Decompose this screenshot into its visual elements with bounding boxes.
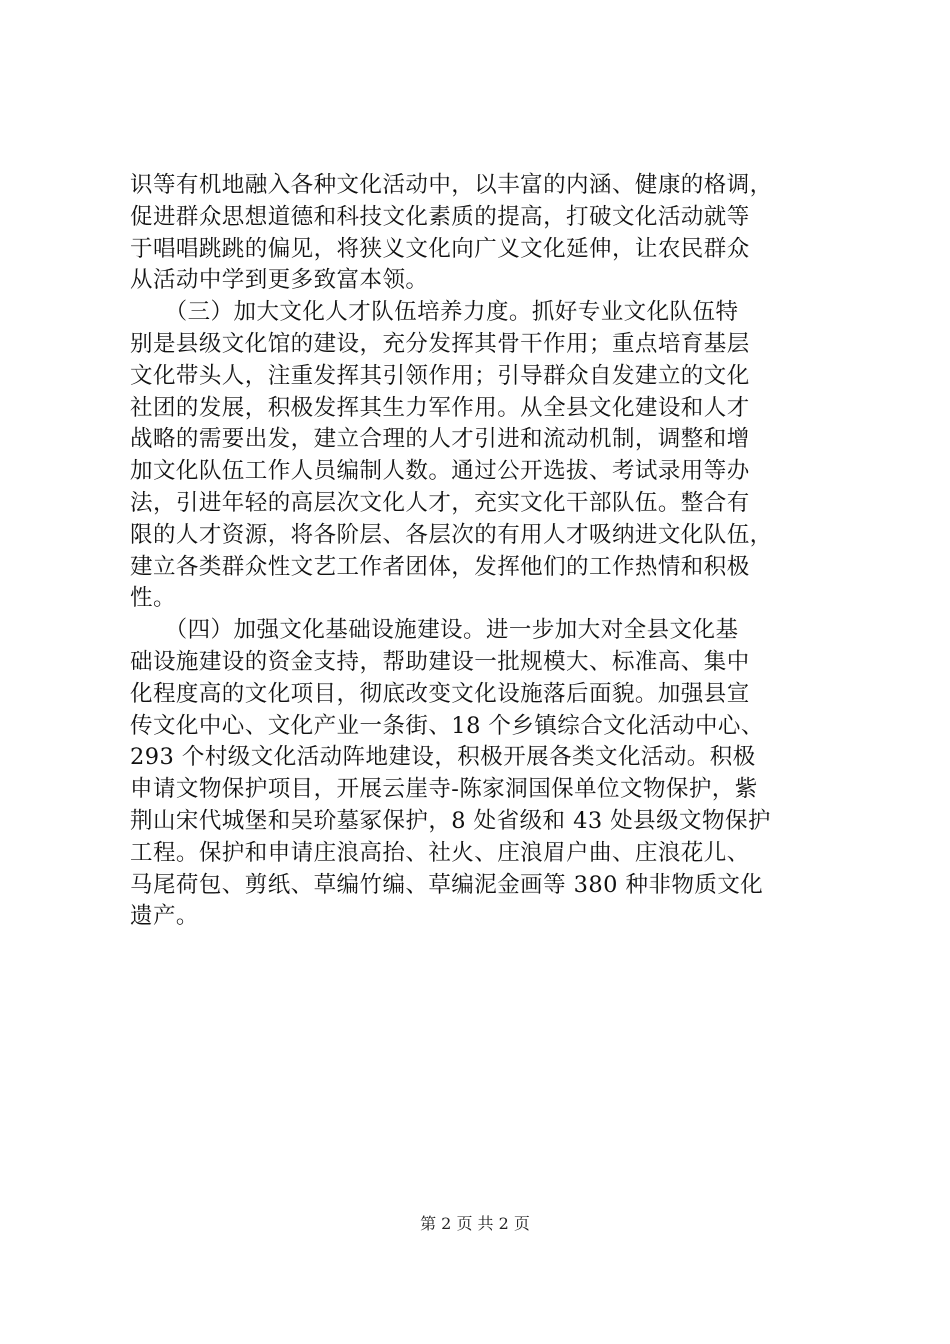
text-line: 遗产。	[130, 903, 199, 930]
text-line: （三）加大文化人才队伍培养力度。抓好专业文化队伍特	[130, 299, 739, 326]
text-line: 别是县级文化馆的建设，充分发挥其骨干作用；重点培育基层	[130, 330, 750, 357]
text-line: 社团的发展，积极发挥其生力军作用。从全县文化建设和人才	[130, 394, 750, 421]
text-line: 限的人才资源，将各阶层、各层次的有用人才吸纳进文化队伍，	[130, 521, 773, 548]
text-line: 从活动中学到更多致富本领。	[130, 267, 429, 294]
text-line: 法，引进年轻的高层次文化人才，充实文化干部队伍。整合有	[130, 489, 750, 516]
page-number-footer: 第 2 页 共 2 页	[420, 1214, 530, 1233]
text-line: 加文化队伍工作人员编制人数。通过公开选拔、考试录用等办	[130, 458, 750, 485]
text-line: 建立各类群众性文艺工作者团体，发挥他们的工作热情和积极	[130, 553, 750, 580]
text-line: 传文化中心、文化产业一条街、18 个乡镇综合文化活动中心、	[130, 712, 764, 739]
text-line: 促进群众思想道德和科技文化素质的提高，打破文化活动就等	[130, 203, 750, 230]
text-line: 识等有机地融入各种文化活动中，以丰富的内涵、健康的格调，	[130, 172, 773, 198]
text-line: 础设施建设的资金支持，帮助建设一批规模大、标准高、集中	[130, 648, 750, 675]
text-line: 工程。保护和申请庄浪高抬、社火、庄浪眉户曲、庄浪花儿、	[130, 839, 750, 866]
text-line: 战略的需要出发，建立合理的人才引进和流动机制，调整和增	[130, 426, 750, 453]
text-line: 化程度高的文化项目，彻底改变文化设施落后面貌。加强县宣	[130, 680, 750, 707]
text-line: （四）加强文化基础设施建设。进一步加大对全县文化基	[130, 617, 739, 644]
text-line: 293 个村级文化活动阵地建设，积极开展各类文化活动。积极	[130, 744, 756, 771]
text-line: 申请文物保护项目，开展云崖寺-陈家洞国保单位文物保护，紫	[130, 776, 758, 803]
text-line: 马尾荷包、剪纸、草编竹编、草编泥金画等 380 种非物质文化	[130, 871, 764, 898]
text-line: 于唱唱跳跳的偏见，将狭义文化向广义文化延伸，让农民群众	[130, 235, 750, 262]
text-line: 性。	[130, 585, 176, 612]
body-text	[130, 170, 830, 933]
text-line: 文化带头人，注重发挥其引领作用；引导群众自发建立的文化	[130, 362, 750, 389]
text-line: 荆山宋代城堡和吴玠墓冢保护，8 处省级和 43 处县级文物保护	[130, 807, 771, 834]
